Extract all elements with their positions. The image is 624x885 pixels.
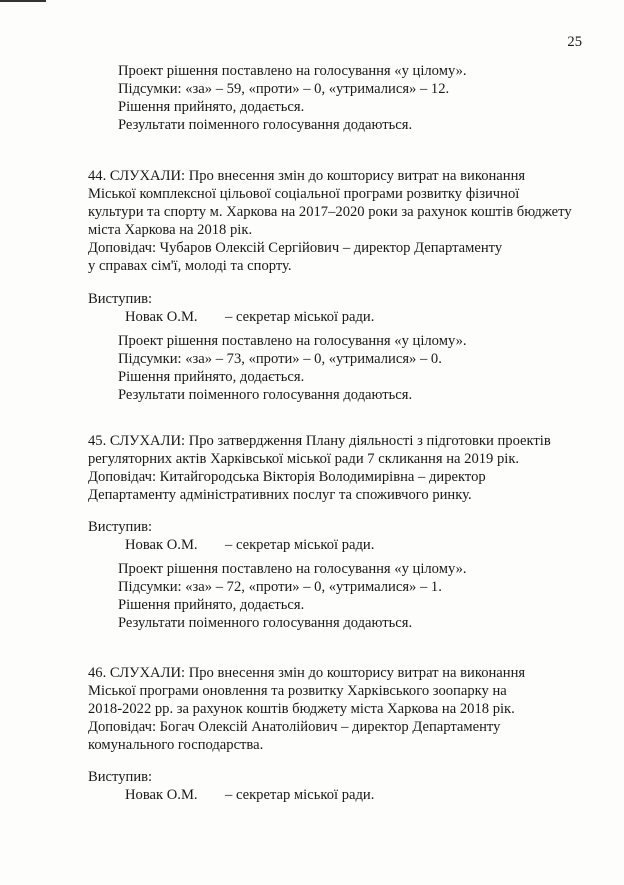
item44-heading-line — [88, 167, 584, 185]
item46-heading-line: 46. СЛУХАЛИ: Про внесення змін до кошторису витрат на виконання — [88, 665, 526, 681]
item44-heading-line: культури та спорту м. Харкова на 2017–2020 роки за рахунок коштів бюджету — [88, 204, 572, 220]
result-line: Результати поіменного голосування додаються. — [118, 117, 413, 133]
item45-reporter-line: Доповідач: Китайгородська Вікторія Володимирівна – директор — [88, 469, 486, 485]
speaker-name: Новак О.М. — [125, 309, 198, 325]
page-number: 25 — [567, 34, 582, 50]
item46-heading-line: Міської програми оновлення та розвитку Харківського зоопарку на — [88, 683, 507, 699]
item45-reporter-line: Департаменту адміністративних послуг та споживчого ринку. — [88, 487, 472, 503]
speakers-label: Виступив: — [88, 291, 153, 307]
item44-reporter-line: Доповідач: Чубаров Олексій Сергійович – директор Департаменту — [88, 240, 503, 256]
result-line: Результати поіменного голосування додаються. — [118, 387, 413, 403]
speaker-role: – секретар міської ради. — [225, 787, 375, 803]
item46-reporter-line: Доповідач: Богач Олексій Анатолійович – директор Департаменту — [88, 719, 501, 735]
item45-heading-line: регуляторних актів Харківської міської ради 7 скликання на 2019 рік. — [88, 451, 520, 467]
item46-reporter-line: комунального господарства. — [88, 737, 264, 753]
speakers-label: Виступив: — [88, 769, 153, 785]
item44-reporter-line: у справах сім'ї, молоді та спорту. — [88, 258, 292, 274]
speaker-row — [125, 536, 374, 554]
item44-heading-line: Міської комплексної цільової соціальної програми розвитку фізичної — [88, 186, 520, 202]
result-line: Підсумки: «за» – 73, «проти» – 0, «утрималися» – 0. — [118, 351, 442, 367]
heading-text: 44. СЛУХАЛИ: Про внесення змін до кошторису витрат на виконання — [88, 168, 526, 184]
result-line: Рішення прийнято, додається. — [118, 99, 305, 115]
result-line: Рішення прийнято, додається. — [118, 369, 305, 385]
result-line: Проект рішення поставлено на голосування «у цілому». — [118, 561, 467, 577]
result-line: Проект рішення поставлено на голосування «у цілому». — [118, 63, 467, 79]
speakers-label: Виступив: — [88, 519, 153, 535]
result-line: Підсумки: «за» – 59, «проти» – 0, «утрималися» – 12. — [118, 81, 450, 97]
item44-heading-line: міста Харкова на 2018 рік. — [88, 222, 253, 238]
speaker-name: Новак О.М. — [125, 537, 198, 553]
result-line: Результати поіменного голосування додаються. — [118, 615, 413, 631]
result-line: Рішення прийнято, додається. — [118, 597, 305, 613]
item45-heading-line: 45. СЛУХАЛИ: Про затвердження Плану діяльності з підготовки проектів — [88, 433, 551, 449]
speaker-role: – секретар міської ради. — [225, 309, 375, 325]
scan-mark-top — [0, 0, 46, 2]
result-line: Підсумки: «за» – 72, «проти» – 0, «утрималися» – 1. — [118, 579, 442, 595]
speaker-row — [125, 786, 374, 804]
speaker-row — [125, 308, 374, 326]
speaker-role: – секретар міської ради. — [225, 537, 375, 553]
result-line: Проект рішення поставлено на голосування «у цілому». — [118, 333, 467, 349]
speaker-name: Новак О.М. — [125, 787, 198, 803]
item46-heading-line: 2018-2022 рр. за рахунок коштів бюджету міста Харкова на 2018 рік. — [88, 701, 515, 717]
